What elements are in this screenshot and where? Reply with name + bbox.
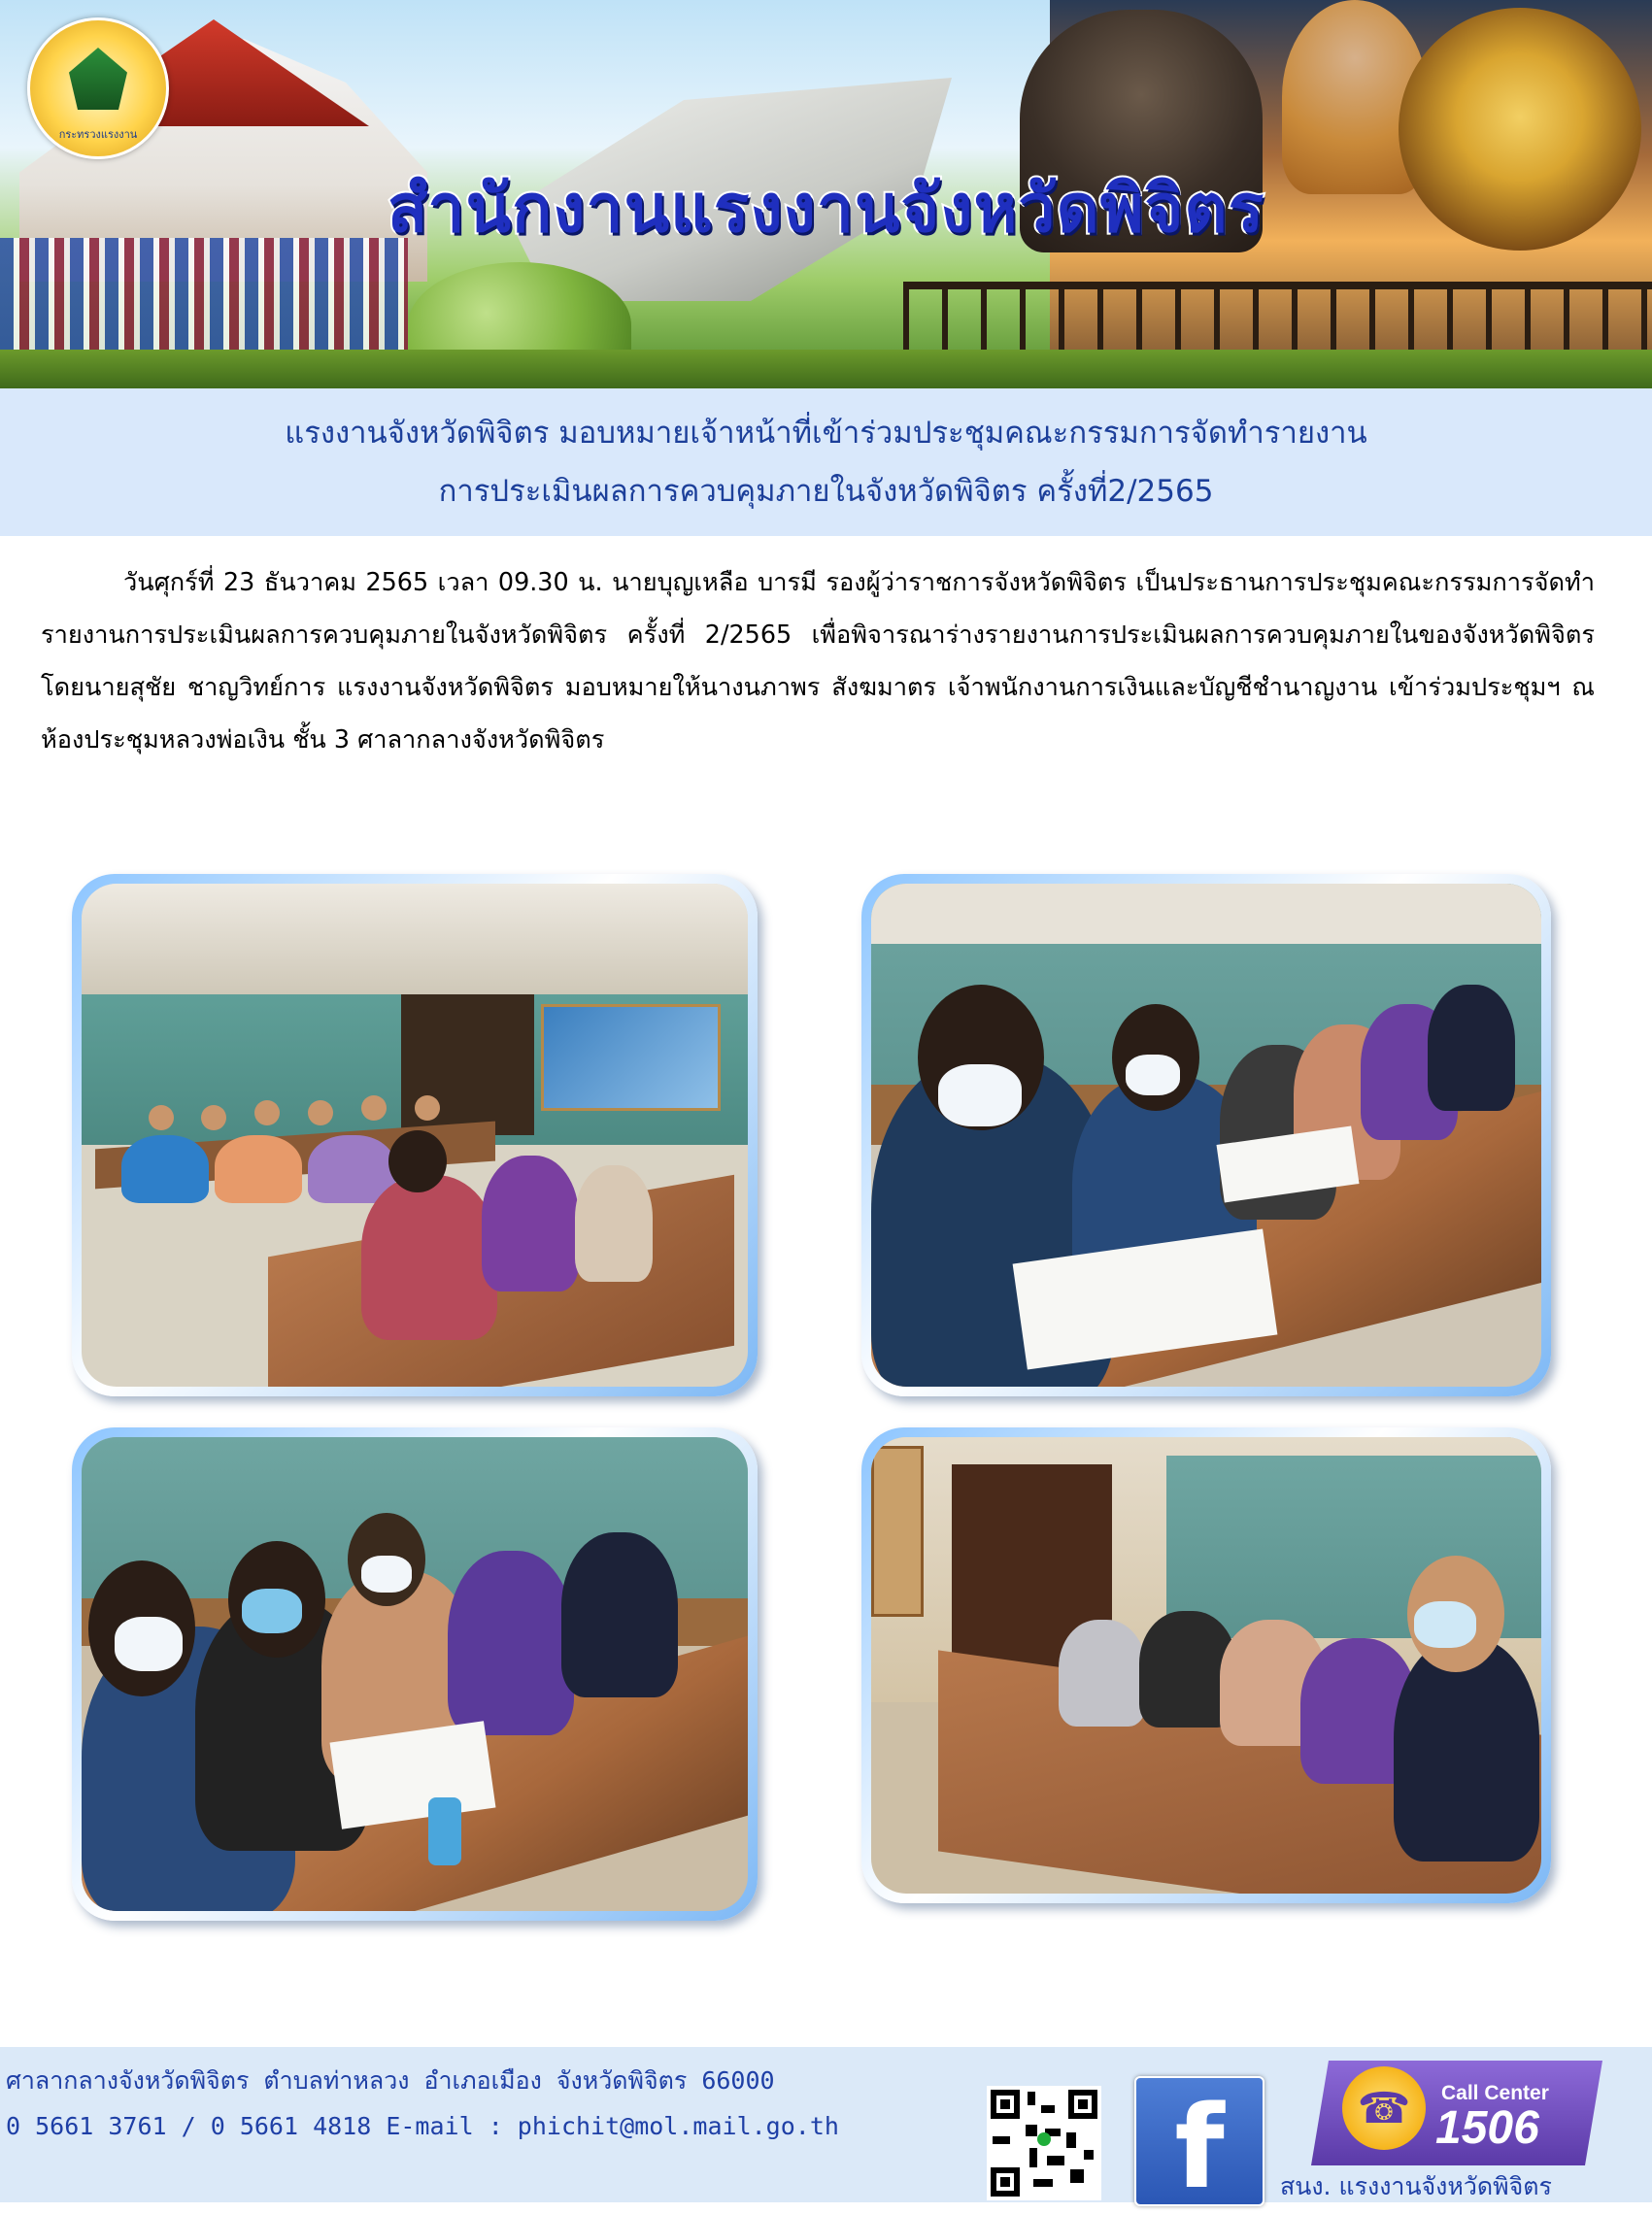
footer-contact: 0 5661 3761 / 0 5661 4818 E-mail : phichit@mol.mail.go.th (6, 2112, 839, 2140)
meeting-photo-1 (72, 874, 758, 1396)
qr-code[interactable] (987, 2086, 1101, 2200)
call-center-label: Call Center (1441, 2082, 1549, 2104)
article-body: วันศุกร์ที่ 23 ธันวาคม 2565 เวลา 09.30 น. นายบุญเหลือ บารมี รองผู้ว่าราชการจังหวัดพิจิตร เป็นประธานการประชุมคณะกรรมการจัดทำรายงานการประเมินผลการควบคุมภายในจังหวัดพิจิตร ครั้งที่ 2/2565 เพื่อพิจารณาร่างรายงานการประเมินผลการควบคุมภายในของจังหวัดพิจิตร โดยนายสุชัย ชาญวิทย์การ แรงงานจังหวัดพิจิตร มอบหมายให้นางนภาพร สังฆมาตร เจ้าพนักงานการเงินและบัญชีชำนาญงาน เข้าร่วมประชุมฯ ณ ห้องประชุมหลวงพ่อเงิน ชั้น 3 ศาลากลางจังหวัดพิจิตร (41, 567, 1595, 754)
meeting-photo-3 (72, 1427, 758, 1921)
logo-emblem-icon (69, 48, 127, 110)
meeting-photo-4 (861, 1427, 1551, 1903)
office-title: สำนักงานแรงงานจังหวัดพิจิตร (387, 171, 1265, 248)
facebook-icon[interactable] (1134, 2076, 1264, 2214)
meeting-photo-2 (861, 874, 1551, 1396)
headline-line-1: แรงงานจังหวัดพิจิตร มอบหมายเจ้าหน้าที่เข้าร่วมประชุมคณะกรรมการจัดทำรายงาน (285, 416, 1367, 451)
banner-ground (0, 350, 1652, 388)
logo-text: กระทรวงแรงงาน (58, 128, 138, 141)
footer-address: ศาลากลางจังหวัดพิจิตร ตำบลท่าหลวง อำเภอเมือง จังหวัดพิจิตร 66000 (6, 2066, 775, 2095)
facebook-glyph: f (1174, 2080, 1225, 2214)
header-banner (0, 0, 1652, 388)
headline-line-2: การประเมินผลการควบคุมภายในจังหวัดพิจิตร ครั้งที่2/2565 (438, 474, 1214, 509)
call-center-number: 1506 (1435, 2102, 1539, 2154)
office-short-name: สนง. แรงงานจังหวัดพิจิตร (1280, 2172, 1552, 2200)
news-headline (0, 388, 1652, 536)
phone-icon: ☎ (1342, 2066, 1426, 2150)
ministry-logo (27, 17, 169, 159)
